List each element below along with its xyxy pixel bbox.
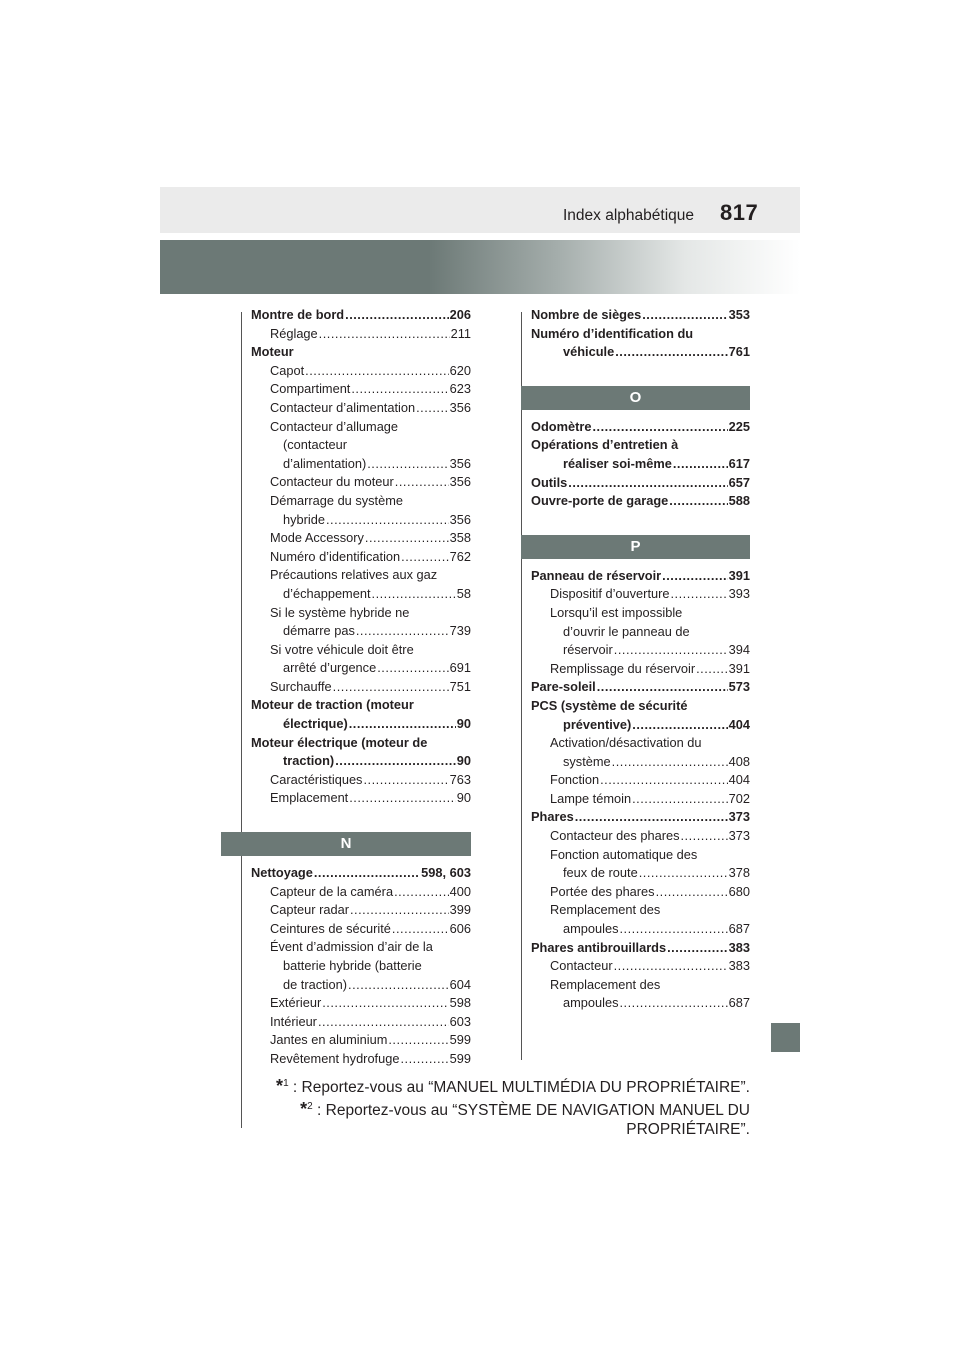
index-entry-page[interactable]: 606 <box>449 920 471 936</box>
page-title: Index alphabétique <box>563 207 695 224</box>
index-entry-page[interactable]: 356 <box>449 399 471 415</box>
index-entry-page[interactable]: 657 <box>728 474 750 490</box>
dot-leader <box>349 789 456 808</box>
index-entry[interactable] <box>251 1031 471 1050</box>
index-entry[interactable] <box>531 939 750 958</box>
index-entry-label: véhicule <box>563 344 615 360</box>
index-entry-label: Panneau de réservoir <box>531 567 662 583</box>
index-entry-text: Contacteur d’allumage <box>270 418 399 434</box>
index-entry-text: Remplacement des <box>550 976 661 992</box>
index-entry-label: Intérieur <box>270 1013 317 1029</box>
index-entry[interactable] <box>251 659 471 678</box>
dot-leader <box>632 790 728 809</box>
index-entry-page[interactable]: 90 <box>456 753 471 769</box>
footnote-star: * <box>276 1076 284 1096</box>
index-letter-header: P <box>521 535 750 559</box>
dot-leader <box>673 455 728 474</box>
index-entry-label: Dispositif d’ouverture <box>550 586 670 602</box>
index-entry[interactable] <box>251 1050 471 1069</box>
index-entry-text: PCS (système de sécurité <box>531 697 688 713</box>
index-entry-label: arrêté d’urgence <box>283 660 377 676</box>
spacer <box>251 808 471 832</box>
index-entry-label: Revêtement hydrofuge <box>270 1050 400 1066</box>
index-entry[interactable] <box>531 474 750 493</box>
index-entry-label: réservoir <box>563 642 613 658</box>
dot-leader <box>597 678 728 697</box>
index-entry[interactable] <box>531 827 750 846</box>
index-entry-page[interactable]: 617 <box>728 455 750 471</box>
index-entry-label: Compartiment <box>270 381 351 397</box>
index-entry-label: Réglage <box>270 325 318 341</box>
index-entry[interactable] <box>531 883 750 902</box>
dot-leader <box>400 1050 448 1069</box>
index-entry[interactable] <box>251 864 471 883</box>
dot-leader <box>667 939 728 958</box>
footnote-line <box>190 1120 750 1139</box>
dot-leader <box>322 994 448 1013</box>
dot-leader <box>363 771 448 790</box>
index-entry-label: Outils <box>531 474 568 490</box>
dot-leader <box>614 957 728 976</box>
index-entry-page[interactable]: 356 <box>449 511 471 527</box>
index-entry-page[interactable]: 58 <box>456 585 471 601</box>
footnote-text: : Reportez-vous au “MANUEL MULTIMÉDIA DU PROPRIÉTAIRE”. <box>288 1079 750 1096</box>
index-entry[interactable] <box>251 585 471 604</box>
index-entry[interactable] <box>251 976 471 995</box>
dot-leader <box>335 752 456 771</box>
index-entry-text: batterie hybride (batterie <box>283 958 422 973</box>
index-entry-text: Lorsqu’il est impossible <box>550 604 683 620</box>
index-entry-text: Activation/désactivation du <box>550 735 702 751</box>
dot-leader <box>314 864 420 883</box>
index-entry-label: Contacteur des phares <box>550 828 680 844</box>
spacer <box>251 856 471 864</box>
index-entry[interactable] <box>531 567 750 586</box>
index-entry-page[interactable]: 763 <box>449 771 471 787</box>
spacer <box>531 511 750 535</box>
index-entry[interactable] <box>531 994 750 1013</box>
index-entry[interactable] <box>251 1013 471 1032</box>
index-entry-page[interactable]: 356 <box>449 474 471 490</box>
index-entry-text: Remplacement des <box>550 902 661 918</box>
index-entry[interactable] <box>531 753 750 772</box>
index-entry-page[interactable]: 598 <box>449 995 471 1011</box>
index-entry-label: Pare-soleil <box>531 679 596 695</box>
index-entry[interactable] <box>251 678 471 697</box>
index-entry-label: Contacteur du moteur <box>270 474 394 490</box>
index-entry[interactable] <box>251 920 471 939</box>
index-column-right <box>531 306 750 1013</box>
index-entry-page[interactable]: 404 <box>728 772 750 788</box>
index-entry-label: Fonction <box>550 772 600 788</box>
index-entry[interactable] <box>251 994 471 1013</box>
index-entry-label: Montre de bord <box>251 307 345 322</box>
index-entry-page[interactable]: 211 <box>450 325 471 341</box>
footnote-number: 1 <box>283 1078 289 1089</box>
dot-leader <box>632 716 727 735</box>
index-entry-label: réaliser soi-même <box>563 455 672 471</box>
footnote-text: : Reportez-vous au “SYSTÈME DE NAVIGATION MANUEL DU <box>312 1102 750 1119</box>
dot-leader <box>696 660 728 679</box>
index-entry[interactable] <box>251 362 471 381</box>
index-entry-page[interactable]: 739 <box>449 623 471 639</box>
index-entry-label: de traction) <box>283 976 348 992</box>
index-column-left <box>251 306 471 1069</box>
dot-leader <box>575 808 728 827</box>
index-entry-page[interactable]: 399 <box>449 902 471 918</box>
index-entry-page[interactable]: 603 <box>449 1013 471 1029</box>
index-entry[interactable] <box>251 548 471 567</box>
index-entry-page[interactable]: 373 <box>728 809 750 825</box>
index-entry[interactable] <box>531 641 750 660</box>
index-entry-text: Moteur électrique (moteur de <box>251 734 428 750</box>
index-entry-page[interactable]: 373 <box>728 828 750 844</box>
index-entry-label: Phares antibrouillards <box>531 939 667 955</box>
index-entry-label: Ouvre-porte de garage <box>531 493 669 509</box>
index-entry-label: démarre pas <box>283 623 355 639</box>
dot-leader <box>600 771 728 790</box>
spacer <box>531 559 750 567</box>
index-entry-page[interactable]: 599 <box>449 1050 471 1066</box>
decorative-gradient-bar <box>160 240 800 294</box>
dot-leader <box>305 362 448 381</box>
index-entry-text: Si le système hybride ne <box>270 604 410 620</box>
dot-leader <box>639 864 728 883</box>
index-entry-page[interactable]: 206 <box>449 307 471 322</box>
index-entry-label: Lampe témoin <box>550 790 632 806</box>
index-entry-page[interactable]: 383 <box>728 958 750 974</box>
index-letter-header: O <box>521 386 750 410</box>
middle-rule <box>521 312 522 1060</box>
dot-leader <box>669 492 727 511</box>
dot-leader <box>351 380 448 399</box>
index-entry-text: Démarrage du système <box>270 492 403 508</box>
index-entry-page[interactable]: 90 <box>456 790 471 806</box>
index-entry[interactable] <box>251 399 471 418</box>
index-entry-label: hybride <box>283 511 325 527</box>
index-entry-label: Capot <box>270 362 305 378</box>
index-entry[interactable] <box>251 473 471 492</box>
index-entry[interactable] <box>531 790 750 809</box>
dot-leader <box>356 622 449 641</box>
dot-leader <box>372 585 456 604</box>
dot-leader <box>401 548 448 567</box>
index-entry-label: d’échappement <box>283 585 371 601</box>
index-entry[interactable] <box>531 343 750 362</box>
dot-leader <box>656 883 728 902</box>
index-entry-label: feux de route <box>563 865 638 881</box>
index-entry-label: Capteur de la caméra <box>270 883 394 899</box>
index-entry-page[interactable]: 687 <box>728 995 750 1011</box>
index-entry[interactable] <box>531 585 750 604</box>
index-entry-page[interactable]: 394 <box>728 642 750 658</box>
dot-leader <box>349 715 456 734</box>
index-entry-label: Nettoyage <box>251 865 313 881</box>
dot-leader <box>615 343 727 362</box>
index-entry-page[interactable]: 393 <box>728 586 750 602</box>
index-entry-page[interactable]: 691 <box>449 660 471 676</box>
index-entry-page[interactable]: 751 <box>449 678 471 694</box>
index-entry-page[interactable]: 573 <box>728 679 750 695</box>
chapter-side-tab[interactable] <box>771 1023 800 1052</box>
dot-leader <box>592 418 727 437</box>
index-entry[interactable] <box>251 380 471 399</box>
index-entry-label: Odomètre <box>531 418 592 434</box>
index-entry[interactable] <box>251 752 471 771</box>
index-entry-label: Caractéristiques <box>270 771 363 787</box>
index-entry-label: préventive) <box>563 716 632 732</box>
index-entry[interactable] <box>531 492 750 511</box>
index-entry-text: Moteur de traction (moteur <box>251 697 414 713</box>
footnote-line <box>190 1097 750 1120</box>
index-entry-label: Contacteur <box>550 958 613 974</box>
index-entry-label: Surchauffe <box>270 678 332 694</box>
index-entry[interactable] <box>251 622 471 641</box>
footnotes <box>190 1074 750 1139</box>
dot-leader <box>333 678 449 697</box>
index-entry-page[interactable]: 356 <box>449 455 471 471</box>
index-entry-page[interactable]: 588 <box>728 493 750 509</box>
dot-leader <box>620 994 728 1013</box>
index-entry-label: Portée des phares <box>550 883 655 899</box>
index-entry[interactable] <box>531 771 750 790</box>
page-number: 817 <box>720 200 759 225</box>
index-entry[interactable] <box>251 455 471 474</box>
index-entry-page[interactable]: 90 <box>456 716 471 732</box>
index-entry-label: Emplacement <box>270 790 349 806</box>
dot-leader <box>642 306 727 325</box>
dot-leader <box>671 585 728 604</box>
dot-leader <box>395 473 449 492</box>
dot-leader <box>350 901 449 920</box>
dot-leader <box>345 306 449 325</box>
index-entry[interactable] <box>531 418 750 437</box>
footnote-number: 2 <box>307 1101 313 1112</box>
dot-leader <box>680 827 727 846</box>
index-entry-label: Nombre de sièges <box>531 307 642 322</box>
index-entry-text: Précautions relatives aux gaz <box>270 567 438 583</box>
dot-leader <box>348 976 449 995</box>
dot-leader <box>614 641 728 660</box>
index-entry-page[interactable]: 762 <box>449 548 471 564</box>
index-entry[interactable] <box>251 715 471 734</box>
dot-leader <box>326 511 449 530</box>
index-entry-label: ampoules <box>563 921 619 937</box>
index-entry-label: traction) <box>283 753 335 769</box>
dot-leader <box>318 1013 449 1032</box>
index-entry-label: ampoules <box>563 995 619 1011</box>
index-entry-label: d’alimentation) <box>283 455 367 471</box>
footnote-line <box>190 1074 750 1097</box>
index-entry[interactable] <box>531 306 750 325</box>
index-entry-page[interactable]: 225 <box>728 418 750 434</box>
index-entry[interactable] <box>251 306 471 325</box>
index-entry-page[interactable]: 404 <box>728 716 750 732</box>
index-entry-page[interactable]: 378 <box>728 865 750 881</box>
index-entry[interactable] <box>251 771 471 790</box>
index-entry-page[interactable]: 623 <box>449 381 471 397</box>
index-entry[interactable] <box>531 864 750 883</box>
index-entry[interactable] <box>251 325 471 344</box>
index-entry-page[interactable]: 687 <box>728 921 750 937</box>
index-entry-page[interactable]: 620 <box>449 362 471 378</box>
index-entry-label: Phares <box>531 809 574 825</box>
dot-leader <box>620 920 728 939</box>
index-entry-label: système <box>563 753 611 769</box>
index-entry-label: Capteur radar <box>270 902 349 918</box>
left-rule <box>241 312 242 1128</box>
index-entry[interactable] <box>531 716 750 735</box>
index-entry[interactable] <box>251 883 471 902</box>
dot-leader <box>377 659 448 678</box>
index-entry[interactable] <box>531 678 750 697</box>
index-entry-page[interactable]: 680 <box>728 883 750 899</box>
index-entry-page[interactable]: 604 <box>449 976 471 992</box>
index-entry-page[interactable]: 400 <box>449 883 471 899</box>
index-entry-label: Remplissage du réservoir <box>550 660 696 676</box>
index-entry-label: Jantes en aluminium <box>270 1032 388 1048</box>
index-entry-text: Numéro d’identification du <box>531 325 694 341</box>
index-entry-page[interactable]: 599 <box>449 1032 471 1048</box>
index-entry-page[interactable]: 598, 603 <box>421 865 471 881</box>
footnote-text: PROPRIÉTAIRE”. <box>626 1121 750 1138</box>
index-entry-page[interactable]: 761 <box>728 344 750 360</box>
index-entry-text: (contacteur <box>283 437 348 453</box>
header-band <box>160 187 800 233</box>
index-entry[interactable] <box>251 901 471 920</box>
index-entry-label: Mode Accessory <box>270 530 364 546</box>
dot-leader <box>662 567 727 586</box>
index-letter-header: N <box>221 832 471 856</box>
index-entry-text: Évent d’admission d’air de la <box>270 939 433 955</box>
index-entry-page[interactable]: 408 <box>728 753 750 769</box>
index-entry-page[interactable]: 702 <box>728 790 750 806</box>
dot-leader <box>568 474 727 493</box>
index-entry-page[interactable]: 353 <box>728 307 750 322</box>
dot-leader <box>365 529 449 548</box>
dot-leader <box>392 920 449 939</box>
index-entry[interactable] <box>531 455 750 474</box>
dot-leader <box>612 753 728 772</box>
index-entry-page[interactable]: 391 <box>728 660 750 676</box>
index-entry[interactable] <box>251 789 471 808</box>
footnote-star: * <box>300 1099 308 1119</box>
index-entry-text: Si votre véhicule doit être <box>270 641 414 657</box>
index-entry[interactable] <box>251 529 471 548</box>
index-entry-text: Moteur <box>251 344 294 360</box>
dot-leader <box>416 399 449 418</box>
index-entry-label: Ceintures de sécurité <box>270 920 391 936</box>
dot-leader <box>394 883 449 902</box>
dot-leader <box>388 1031 448 1050</box>
spacer <box>531 410 750 418</box>
index-entry[interactable] <box>531 957 750 976</box>
index-entry-label: Contacteur d’alimentation <box>270 399 416 415</box>
index-entry-label: Extérieur <box>270 995 322 1011</box>
index-entry-text: d’ouvrir le panneau de <box>563 623 690 639</box>
index-entry[interactable] <box>531 920 750 939</box>
index-entry-text: Opérations d’entretien à <box>531 437 679 453</box>
index-entry-page[interactable]: 358 <box>449 530 471 546</box>
spacer <box>531 362 750 386</box>
index-entry[interactable] <box>531 808 750 827</box>
index-entry[interactable] <box>531 660 750 679</box>
index-entry-page[interactable]: 391 <box>728 567 750 583</box>
index-entry-text: Fonction automatique des <box>550 846 698 862</box>
index-entry-page[interactable]: 383 <box>728 939 750 955</box>
dot-leader <box>367 455 448 474</box>
index-entry[interactable] <box>251 511 471 530</box>
index-entry-label: Numéro d’identification <box>270 548 401 564</box>
index-entry-label: électrique) <box>283 716 348 732</box>
dot-leader <box>319 325 450 344</box>
